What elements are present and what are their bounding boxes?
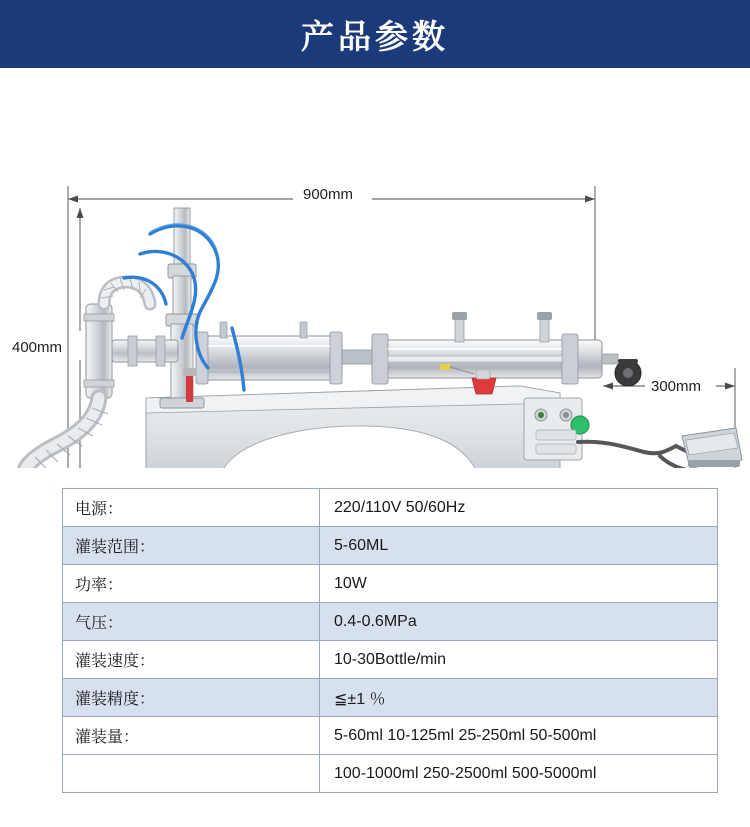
- spec-label: 灌装范围：: [63, 527, 320, 565]
- spec-value: 100-1000ml 250-2500ml 500-5000ml: [320, 755, 718, 793]
- spec-label: 电源：: [63, 489, 320, 527]
- spec-value: 0.4-0.6MPa: [320, 603, 718, 641]
- page-title: 产品参数: [301, 19, 449, 56]
- spec-value: 10-30Bottle/min: [320, 641, 718, 679]
- table-row: [63, 717, 718, 755]
- table-row: [63, 603, 718, 641]
- spec-value: ≦±1 ％: [320, 679, 718, 717]
- spec-value: 220/110V 50/60Hz: [320, 489, 718, 527]
- spec-label: 灌装精度：: [63, 679, 320, 717]
- dimension-label-length: 900mm: [303, 186, 354, 203]
- table-row: [63, 679, 718, 717]
- product-dimension-diagram: [0, 68, 750, 468]
- spec-value: 5-60ML: [320, 527, 718, 565]
- spec-value: 10W: [320, 565, 718, 603]
- table-row: [63, 489, 718, 527]
- specification-table: [62, 488, 718, 793]
- table-row: [63, 641, 718, 679]
- dimension-label-depth: 300mm: [651, 378, 702, 395]
- spec-label: 气压：: [63, 603, 320, 641]
- spec-label: 功率：: [63, 565, 320, 603]
- specification-table-wrapper: [62, 488, 689, 793]
- dimension-label-height: 400mm: [12, 339, 63, 356]
- spec-value: 5-60ml 10-125ml 25-250ml 50-500ml: [320, 717, 718, 755]
- page-header-banner: [0, 0, 750, 68]
- machine-illustration: [0, 68, 750, 468]
- table-row: [63, 565, 718, 603]
- spec-label: 灌装速度：: [63, 641, 320, 679]
- table-row: [63, 755, 718, 793]
- spec-label: [63, 755, 320, 793]
- spec-label: 灌装量：: [63, 717, 320, 755]
- table-row: [63, 527, 718, 565]
